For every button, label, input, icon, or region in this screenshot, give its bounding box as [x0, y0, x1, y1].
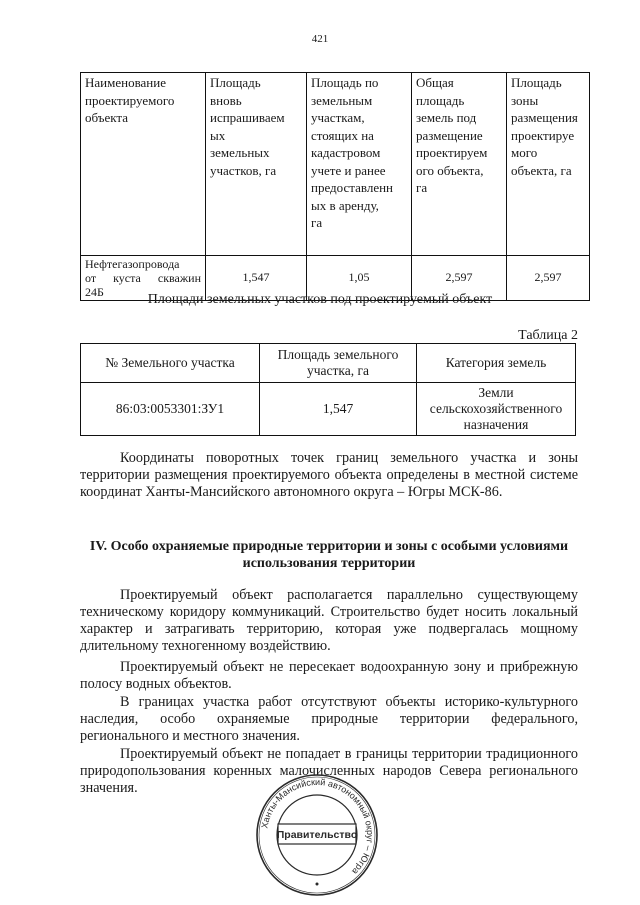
row-value-total-area: 2,597 — [412, 256, 507, 301]
header-zone-area — [507, 73, 590, 256]
official-seal — [252, 770, 382, 900]
header-new-area — [206, 73, 307, 256]
seal-center-text: Правительство — [276, 829, 358, 841]
paragraph-3: В границах участка работ отсутствуют объекты историко-культурного наследия, особо охраняемые природные территории федерального, регионального и местного значения. — [80, 694, 578, 744]
header-line: площадь — [416, 92, 465, 108]
table-header-row — [81, 344, 576, 383]
table-row — [81, 383, 576, 436]
header-new-area-lines — [210, 74, 302, 179]
header-line: участков, га — [210, 162, 277, 178]
header-line: ых — [210, 127, 226, 143]
paragraph-2: Проектируемый объект не пересекает водоохранную зону и прибрежную полосу водных объектов. — [80, 659, 578, 692]
header-line: размещение — [416, 127, 483, 143]
header-line: размещения — [511, 110, 578, 125]
header-total-area — [412, 73, 507, 256]
header-line: Общая — [416, 75, 454, 90]
header-line: ых в аренду, — [311, 197, 379, 213]
paragraph-4: Проектируемый объект не попадает в границы территории традиционного природопользования коренных малочисленных народов Севера регионального значения. — [80, 746, 578, 796]
land-plot-table — [80, 343, 576, 436]
page-number: 421 — [311, 33, 329, 45]
header-line: испрашиваем — [210, 110, 285, 125]
coordinates-paragraph: Координаты поворотных точек границ земельного участка и зоны территории размещения проектируемого объекта определены в местной системе координат Ханты-Мансийского автономного округа – Югры МСК-86. — [80, 450, 578, 500]
header-line: стоящих на — [311, 127, 374, 143]
seal-ring-text: Ханты-Мансийский автономный округ – Югра — [259, 776, 376, 877]
header-land-category: Категория земель — [417, 344, 576, 383]
row-name-line: 24Б — [85, 285, 104, 299]
row-name-line: Нефтегазопровода — [85, 257, 180, 271]
row-value-new-area: 1,547 — [206, 256, 307, 301]
section-heading: IV. Особо охраняемые природные территории и зоны с особыми условиями использования территории — [89, 539, 569, 571]
row-plot-area: 1,547 — [260, 383, 417, 436]
header-line: Площадь — [511, 75, 562, 90]
header-line: вновь — [210, 92, 242, 108]
header-line: земельных — [210, 145, 270, 160]
table-header-row — [81, 73, 590, 256]
header-line: кадастровом — [311, 145, 381, 160]
header-line: участкам, — [311, 110, 365, 125]
header-line: мого — [511, 145, 538, 160]
header-line: земельным — [311, 92, 373, 108]
header-line: проектируе — [511, 127, 575, 143]
header-line: предоставленн — [311, 180, 394, 195]
header-plot-area: Площадь земельного участка, га — [260, 344, 417, 383]
header-line: га — [311, 215, 323, 230]
header-line: га — [416, 180, 428, 195]
header-line: ого объекта, — [416, 162, 484, 178]
header-object-name: Наименование проектируемого объекта — [81, 73, 206, 256]
header-line: земель под — [416, 110, 477, 125]
row-name-line: от куста скважин — [85, 271, 201, 285]
row-plot-number: 86:03:0053301:ЗУ1 — [81, 383, 260, 436]
row-value-cadastral-area: 1,05 — [307, 256, 412, 301]
header-total-area-lines — [416, 74, 502, 197]
header-line: объекта, га — [511, 162, 572, 178]
row-value-zone-area: 2,597 — [507, 256, 590, 301]
header-line: учете и ранее — [311, 162, 386, 178]
header-plot-number: № Земельного участка — [81, 344, 260, 383]
header-line: проектируем — [416, 145, 488, 160]
row-land-category: Земли сельскохозяйственного назначения — [417, 383, 576, 436]
header-line: Площадь по — [311, 75, 379, 90]
areas-table — [80, 72, 590, 301]
header-line: зоны — [511, 92, 539, 108]
header-cadastral-area — [307, 73, 412, 256]
header-cadastral-area-lines — [311, 74, 407, 232]
header-line: Площадь — [210, 75, 261, 90]
paragraph-1: Проектируемый объект располагается параллельно существующему техническому коридору коммуникаций. Строительство будет носить локальный характер и затрагивать территорию, которая уже подвергалась мощному длительному техногенному воздействию. — [80, 587, 578, 654]
table-label: Таблица 2 — [518, 328, 578, 343]
header-zone-area-lines — [511, 74, 585, 179]
table-caption: Площади земельных участков под проектируемый объект — [147, 292, 493, 307]
seal-graphic — [252, 770, 382, 900]
